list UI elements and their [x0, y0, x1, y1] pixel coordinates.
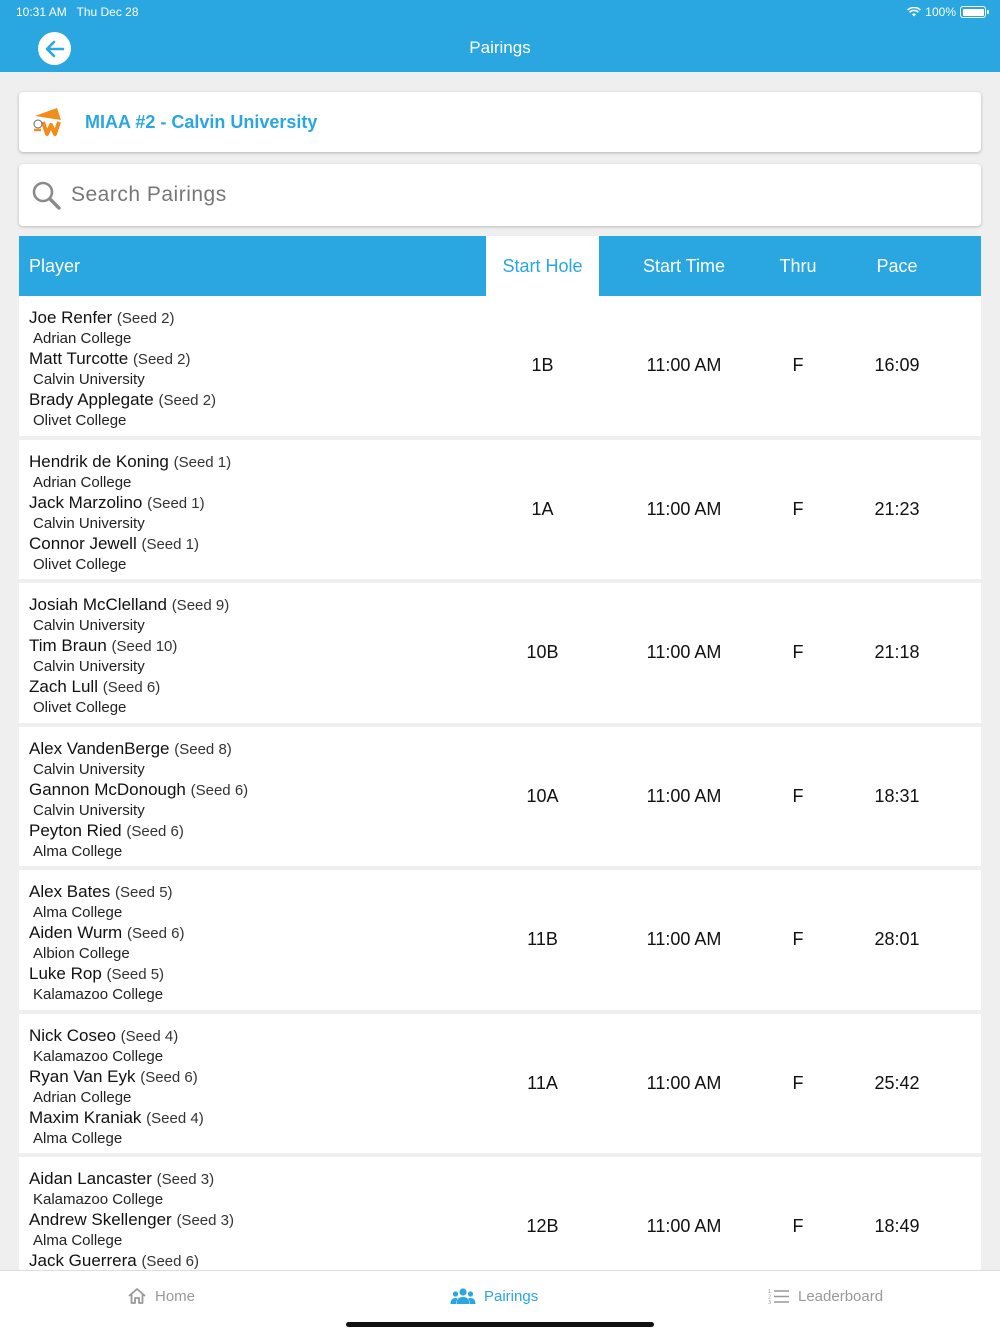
players-cell [19, 583, 486, 723]
thru-cell: F [792, 785, 804, 806]
table-row[interactable] [19, 440, 981, 580]
tab-pairings[interactable] [450, 1287, 538, 1305]
list-icon [768, 1287, 790, 1305]
player-college: Kalamazoo College [33, 1191, 164, 1208]
pairings-list [19, 296, 981, 1270]
start-time-cell: 11:00 AM [646, 355, 722, 376]
svg-text:3: 3 [768, 1300, 772, 1305]
status-clock: 10:31 AM [16, 5, 67, 19]
pace-cell: 28:01 [874, 929, 920, 950]
players-cell [19, 870, 486, 1010]
tab-home[interactable] [127, 1287, 195, 1305]
player-line [29, 739, 486, 760]
player-college: Adrian College [33, 473, 132, 491]
player-name: Joe Renfer [29, 308, 113, 327]
player-seed: (Seed 2) [116, 310, 175, 327]
player-seed: (Seed 4) [120, 1027, 179, 1045]
player-line [29, 452, 486, 473]
thru-cell: F [792, 1216, 804, 1237]
player-seed: (Seed 8) [174, 740, 232, 758]
battery-percent: 100% [925, 5, 956, 19]
start-time-cell: 11:00 AM [646, 929, 722, 950]
search-icon [31, 180, 61, 210]
player-college: Alma College [33, 842, 123, 860]
svg-text:2: 2 [768, 1294, 772, 1301]
player-college: Alma College [33, 1232, 123, 1249]
start-time-cell: 11:00 AM [646, 1072, 722, 1093]
pace-cell: 21:18 [874, 642, 920, 663]
player-name: Luke Rop [29, 964, 102, 983]
player-line [29, 780, 486, 801]
player-college: Alma College [33, 904, 123, 921]
tab-pairings-label: Pairings [484, 1287, 539, 1305]
player-line [29, 964, 486, 985]
search-input[interactable] [71, 183, 931, 207]
player-line [29, 821, 486, 842]
player-line [29, 636, 486, 657]
player-name: Aiden Wurm [29, 923, 123, 942]
player-seed: (Seed 1) [147, 494, 205, 512]
tab-leaderboard-label: Leaderboard [798, 1287, 884, 1305]
player-name: Jack Guerrera [29, 1251, 137, 1270]
player-seed: (Seed 6) [140, 1068, 198, 1086]
players-cell [19, 1157, 486, 1270]
svg-text:1: 1 [768, 1289, 772, 1295]
thru-cell: F [792, 355, 804, 376]
player-college: Olivet College [33, 412, 127, 429]
column-header-start-hole[interactable]: Start Hole [486, 236, 599, 296]
player-line [29, 1210, 486, 1231]
pace-cell: 25:42 [874, 1072, 920, 1093]
player-college: Kalamazoo College [33, 1047, 164, 1065]
player-seed: (Seed 3) [156, 1171, 215, 1188]
pace-cell: 16:09 [874, 355, 920, 376]
start-time-cell: 11:00 AM [646, 642, 722, 663]
column-header-thru[interactable]: Thru [779, 255, 817, 276]
player-seed: (Seed 2) [132, 351, 191, 368]
player-name: Alex VandenBerge [29, 738, 170, 758]
player-name: Brady Applegate [29, 390, 154, 409]
player-line [29, 1026, 486, 1047]
search-box[interactable] [19, 164, 981, 226]
start-time-cell: 11:00 AM [646, 498, 722, 519]
player-line [29, 493, 486, 514]
player-seed: (Seed 6) [126, 925, 185, 942]
player-line [29, 308, 486, 329]
tab-leaderboard[interactable] [768, 1287, 883, 1305]
top-bar [0, 0, 1000, 72]
player-seed: (Seed 5) [106, 966, 165, 983]
status-time [16, 5, 139, 19]
players-cell [19, 296, 486, 436]
player-line [29, 677, 486, 698]
people-icon [450, 1287, 476, 1305]
player-seed: (Seed 3) [176, 1212, 234, 1229]
status-date: Thu Dec 28 [76, 5, 139, 19]
status-indicators [907, 5, 986, 19]
player-college: Adrian College [33, 330, 132, 347]
pace-cell: 18:49 [874, 1216, 920, 1237]
player-name: Aidan Lancaster [29, 1169, 152, 1188]
player-seed: (Seed 4) [146, 1109, 204, 1127]
player-line [29, 595, 486, 616]
players-cell [19, 440, 486, 580]
player-college: Calvin University [33, 760, 145, 778]
thru-cell: F [792, 1072, 804, 1093]
start-hole-cell: 12B [526, 1216, 559, 1237]
table-header [19, 236, 981, 296]
table-row[interactable] [19, 583, 981, 723]
player-name: Josiah McClelland [29, 595, 167, 614]
player-seed: (Seed 6) [141, 1253, 199, 1270]
player-line [29, 1108, 486, 1129]
player-name: Peyton Ried [29, 820, 122, 840]
table-row[interactable] [19, 296, 981, 436]
table-row[interactable] [19, 1157, 981, 1270]
pace-cell: 18:31 [874, 785, 920, 806]
table-row[interactable] [19, 727, 981, 867]
player-college: Olivet College [33, 555, 127, 573]
player-college: Albion College [33, 945, 130, 962]
table-row[interactable] [19, 870, 981, 1010]
thru-cell: F [792, 498, 804, 519]
player-college: Calvin University [33, 371, 145, 388]
player-college: Calvin University [33, 514, 145, 532]
player-line [29, 534, 486, 555]
thru-cell: F [792, 929, 804, 950]
tab-home-label: Home [155, 1287, 196, 1305]
tournament-logo-icon [29, 104, 69, 140]
start-hole-cell: 1A [531, 498, 554, 519]
player-line [29, 923, 486, 944]
content-area [0, 72, 1000, 1270]
player-name: Gannon McDonough [29, 779, 186, 799]
player-seed: (Seed 2) [158, 392, 217, 409]
player-name: Hendrik de Koning [29, 451, 169, 471]
player-line [29, 1169, 486, 1190]
wifi-icon [907, 7, 921, 17]
player-name: Ryan Van Eyk [29, 1066, 136, 1086]
thru-cell: F [792, 642, 804, 663]
event-name: MIAA #2 - Calvin University [85, 111, 318, 132]
start-hole-cell: 1B [531, 355, 554, 376]
player-college: Kalamazoo College [33, 986, 164, 1003]
start-hole-cell: 10A [526, 785, 559, 806]
player-name: Andrew Skellenger [29, 1210, 172, 1229]
battery-icon [960, 6, 986, 18]
start-time-cell: 11:00 AM [646, 785, 722, 806]
player-line [29, 349, 486, 370]
player-name: Connor Jewell [29, 533, 137, 553]
page-title: Pairings [469, 38, 531, 57]
column-header-pace[interactable]: Pace [876, 255, 918, 276]
player-name: Matt Turcotte [29, 349, 129, 368]
player-seed: (Seed 1) [141, 535, 200, 553]
event-card[interactable] [19, 92, 981, 152]
player-college: Alma College [33, 1129, 123, 1147]
player-college: Calvin University [33, 801, 145, 819]
column-header-start-time[interactable]: Start Time [642, 255, 726, 276]
player-name: Tim Braun [29, 636, 107, 655]
start-hole-cell: 11A [527, 1072, 558, 1093]
player-seed: (Seed 6) [126, 822, 184, 840]
players-cell [19, 727, 486, 867]
player-college: Calvin University [33, 658, 145, 675]
player-seed: (Seed 6) [102, 679, 161, 696]
player-name: Jack Marzolino [29, 492, 143, 512]
player-seed: (Seed 1) [173, 453, 232, 471]
start-hole-cell: 11B [527, 929, 558, 950]
player-name: Alex Bates [29, 882, 111, 901]
player-line [29, 882, 486, 903]
column-header-player[interactable]: Player [29, 255, 81, 276]
player-seed: (Seed 9) [171, 597, 230, 614]
player-college: Olivet College [33, 699, 127, 716]
player-line [29, 1251, 486, 1270]
home-indicator [346, 1322, 654, 1327]
player-college: Calvin University [33, 617, 145, 634]
player-seed: (Seed 10) [111, 638, 178, 655]
table-row[interactable] [19, 1014, 981, 1154]
player-line [29, 1067, 486, 1088]
start-hole-cell: 10B [526, 642, 559, 663]
player-seed: (Seed 6) [190, 781, 249, 799]
player-college: Adrian College [33, 1088, 132, 1106]
player-name: Maxim Kraniak [29, 1107, 142, 1127]
home-icon [127, 1287, 147, 1305]
player-seed: (Seed 5) [115, 884, 173, 901]
pace-cell: 21:23 [874, 498, 920, 519]
players-cell [19, 1014, 486, 1154]
player-line [29, 390, 486, 411]
player-name: Nick Coseo [29, 1025, 116, 1045]
start-time-cell: 11:00 AM [646, 1216, 722, 1237]
player-name: Zach Lull [29, 677, 98, 696]
